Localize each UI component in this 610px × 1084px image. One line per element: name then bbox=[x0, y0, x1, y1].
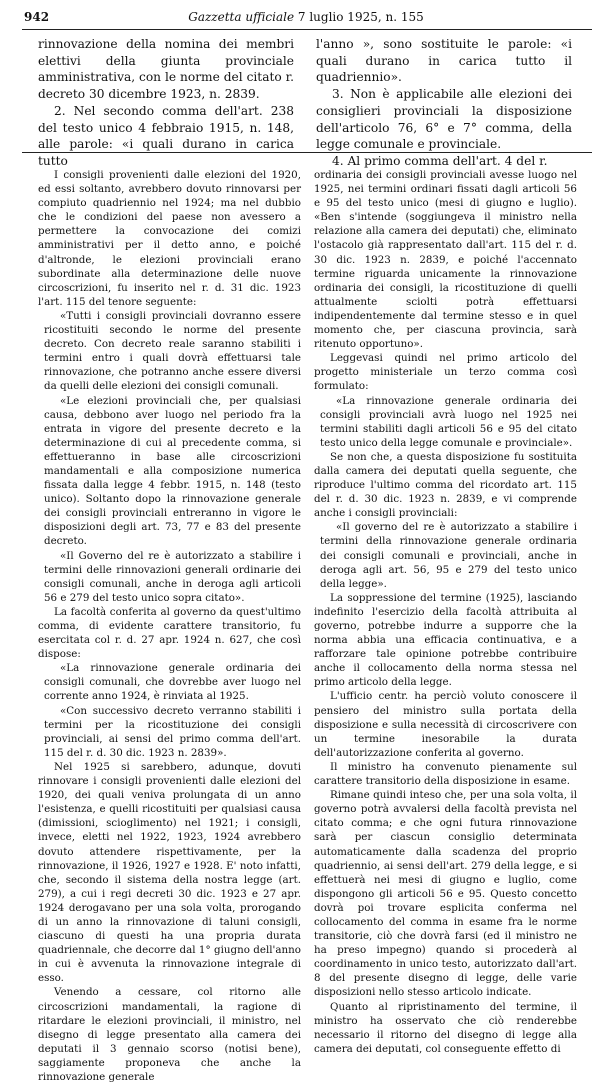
paragraph: ordinaria dei consigli provinciali avesse luogo nel 1925, nei termini ordinari fissati dagli articoli 56 e 95 del testo unico (mesi di giugno e luglio). «Ben s'intende (soggiungeva il ministro nella relazione alla camera dei deputati) che, eliminato l'ostacolo già rappresentato dall'art. 115 del r. d. 30 dic. 1923 n. 2839, e poiché l'accennato termine riguarda unicamente la rinnovazione ordinaria dei consigli, la ricostituzione di quelli attualmente sciolti potrà effettuarsi indipendentemente dal termine stesso e in quel momento che, per ciascuna provincia, sarà ritenuto opportuno». bbox=[314, 169, 577, 351]
paragraph: I consigli provenienti dalle elezioni del 1920, ed essi soltanto, avrebbero dovuto rinnovarsi per compiuto quadriennio nel 1924; ma nel dubbio che le condizioni del paese non avessero a permettere la convocazione dei comizi amministrativi per il detto anno, e poiché d'altronde, le elezioni provinciali erano subordinate alla determinazione delle nuove circoscrizioni, fu inserito nel r. d. 31 dic. 1923 l'art. 115 del tenore seguente: bbox=[38, 169, 301, 308]
quoted-paragraph: «Le elezioni provinciali che, per qualsiasi causa, debbono aver luogo nel periodo fra la entrata in vigore del presente decreto e la determinazione di cui al precedente comma, si effettueranno in base alle circoscrizioni mandamentali e alla composizione numerica fissata dalla legge 4 febbr. 1915, n. 148 (testo unico). Soltanto dopo la rinnovazione generale dei consigli provinciali entreranno in vigore le disposizioni degli art. 73, 77 e 83 del presente decreto. bbox=[44, 394, 301, 548]
quoted-paragraph: «La rinnovazione generale ordinaria dei consigli provinciali avrà luogo nel 1925 nei termini stabiliti dagli articoli 56 e 95 del citato testo unico della legge comunale e provinciale». bbox=[320, 394, 577, 449]
paragraph: 2. Nel secondo comma dell'art. 238 del testo unico 4 febbraio 1915, n. 148, alle parole: «i quali durano in carica tutto bbox=[38, 103, 294, 168]
paragraph: Venendo a cessare, col ritorno alle circoscrizioni mandamentali, la ragione di ritardare le elezioni provinciali, il ministro, nel disegno di legge presentato alla camera dei deputati il 3 gennaio scorso (notisi bene), saggiamente proponeva che anche la rinnovazione generale bbox=[38, 986, 301, 1083]
paragraph: Se non che, a questa disposizione fu sostituita dalla camera dei deputati quella seguente, che riproduce l'ultimo comma del ricordato art. 115 del r. d. 30 dic. 1923 n. 2839, e vi comprende anche i consigli provinciali: bbox=[314, 450, 577, 520]
paragraph: La facoltà conferita al governo da quest'ultimo comma, di evidente carattere transitorio, fu esercitata col r. d. 27 apr. 1924 n. 627, che così dispose: bbox=[38, 605, 301, 661]
quoted-paragraph: «Con successivo decreto verranno stabiliti i termini per la ricostituzione dei consigli provinciali, ai sensi del primo comma dell'art. 115 del r. d. 30 dic. 1923 n. 2839». bbox=[44, 704, 301, 759]
quoted-paragraph: «Il Governo del re è autorizzato a stabilire i termini delle rinnovazioni generali ordinarie dei consigli comunali, anche in deroga agli articoli 56 e 279 del testo unico sopra citato». bbox=[44, 549, 301, 604]
left-column bbox=[38, 168, 301, 1084]
paragraph: 3. Non è applicabile alle elezioni dei consiglieri provinciali la disposizione dell'articolo 76, 6° e 7° comma, della legge comunale e provinciale. bbox=[316, 87, 572, 152]
top-left-column bbox=[38, 36, 294, 170]
paragraph: Il ministro ha convenuto pienamente sul carattere transitorio della disposizione in esame. bbox=[314, 760, 577, 788]
paragraph: L'ufficio centr. ha perciò voluto conoscere il pensiero del ministro sulla portata della disposizione e sulla necessità di circoscrivere con un termine inesorabile la durata dell'autorizzazione conferita al governo. bbox=[314, 690, 577, 759]
right-column bbox=[314, 168, 577, 1056]
paragraph: 4. Al primo comma dell'art. 4 del r. bbox=[332, 153, 548, 168]
publication-line: Gazzetta ufficiale 7 luglio 1925, n. 155 bbox=[188, 10, 424, 24]
quoted-paragraph: «Il governo del re è autorizzato a stabilire i termini della rinnovazione generale ordinaria dei consigli comunali e provinciali, anche in deroga agli art. 56, 95 e 279 del testo unico della legge». bbox=[320, 521, 577, 590]
quoted-paragraph: «La rinnovazione generale ordinaria dei consigli comunali, che dovrebbe aver luogo nel corrente anno 1924, è rinviata al 1925. bbox=[44, 662, 301, 703]
paragraph: Quanto al ripristinamento del termine, il ministro ha osservato che ciò renderebbe necessario il ritorno del disegno di legge alla camera dei deputati, col conseguente effetto di bbox=[314, 1000, 577, 1055]
page-number: 942 bbox=[24, 10, 50, 24]
paragraph: Nel 1925 si sarebbero, adunque, dovuti rinnovare i consigli provenienti dalle elezioni del 1920, dei quali veniva prolungata di un anno l'esistenza, e quelli ricostituiti per qualsiasi causa (dimissioni, scioglimento) nel 1921; i consigli, invece, eletti nel 1922, 1923, 1924 avrebbero dovuto attendere rispettivamente, per la rinnovazione, il 1926, 1927 e 1928. E' noto infatti, che, secondo il sistema della nostra legge (art. 279), a cui i regi decreti 30 dic. 1923 e 27 apr. 1924 derogavano per una sola volta, prorogando di un anno la rinnovazione di taluni consigli, ciascuno di questi ha una propria durata quadriennale, che decorre dal 1° giugno dell'anno in cui è avvenuta la rinnovazione integrale di esso. bbox=[38, 760, 301, 985]
publication-title: Gazzetta ufficiale bbox=[188, 10, 295, 24]
paragraph: Rimane quindi inteso che, per una sola volta, il governo potrà avvalersi della facoltà prevista nel citato comma; e che ogni futura rinnovazione sarà per ciascun consiglio determinata automaticamente dalla scadenza del proprio quadriennio, ai sensi dell'art. 279 della legge, e si effettuerà nei mesi di giugno e luglio, come dispongono gli articoli 56 e 95. Questo concetto dovrà poi trovare esplicita conferma nel collocamento del comma in esame fra le norme transitorie, ciò che dovrà farsi (ed il ministro ne ha preso impegno) quando si procederà al coordinamento in unico testo, autorizzato dall'art. 8 del presente disegno di legge, delle varie disposizioni nello stesso articolo indicate. bbox=[314, 789, 577, 999]
paragraph: l'anno », sono sostituite le parole: «i quali durano in carica tutto il quadriennio». bbox=[316, 37, 572, 85]
page-header bbox=[24, 10, 588, 28]
top-right-column bbox=[316, 36, 572, 170]
paragraph: Leggevasi quindi nel primo articolo del progetto ministeriale un terzo comma così formulato: bbox=[314, 352, 577, 393]
paragraph: rinnovazione della nomina dei membri elettivi della giunta provinciale amministrativa, con le norme del citato r. decreto 30 dicembre 1923, n. 2839. bbox=[38, 37, 294, 102]
paragraph: La soppressione del termine (1925), lasciando indefinito l'esercizio della facoltà attribuita al governo, potrebbe indurre a supporre che la norma abbia una efficacia continuativa, e a rafforzare tale opinione potrebbe contribuire anche il collocamento della norma stessa nel primo articolo della legge. bbox=[314, 591, 577, 689]
quoted-paragraph: «Tutti i consigli provinciali dovranno essere ricostituiti secondo le norme del presente decreto. Con decreto reale saranno stabiliti i termini entro i quali dovrà effettuarsi tale rinnovazione, che potranno anche essere diversi da quelli delle elezioni dei consigli comunali. bbox=[44, 309, 301, 393]
issue-number: n. 155 bbox=[385, 10, 424, 24]
issue-date: 7 luglio 1925 bbox=[297, 10, 378, 24]
header-rule bbox=[22, 29, 592, 30]
section-rule bbox=[22, 152, 592, 153]
